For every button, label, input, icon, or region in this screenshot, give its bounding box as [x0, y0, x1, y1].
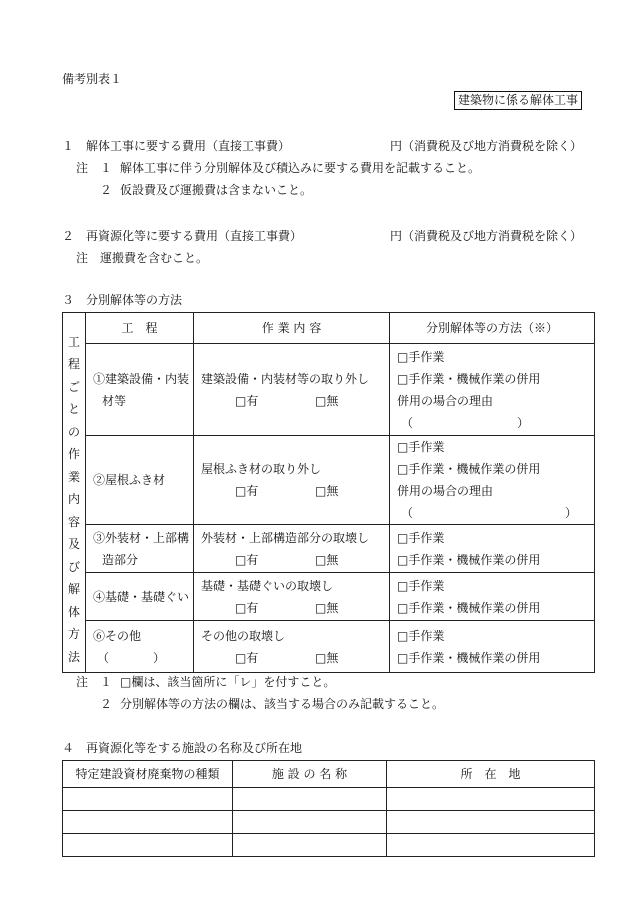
- section1-heading: １ 解体工事に要する費用（直接工事費）: [62, 139, 291, 153]
- work-cell: [194, 525, 390, 573]
- location-input[interactable]: [387, 788, 595, 811]
- process-cell: [86, 621, 194, 673]
- note-number: ２: [100, 697, 113, 711]
- section1-note-1: [76, 162, 480, 174]
- boxed-title: 建築物に係る解体工事: [454, 91, 582, 110]
- section4-heading: ４ 再資源化等をする施設の名称及び所在地: [62, 741, 303, 755]
- vertical-label-char: 内: [67, 492, 80, 507]
- work-cell: [194, 436, 390, 525]
- checkbox-yes[interactable]: □有: [235, 552, 259, 567]
- process-cell: [86, 573, 194, 621]
- header-work: 作 業 内 容: [194, 313, 390, 344]
- vertical-label-char: 作: [67, 447, 80, 462]
- checkbox-yes[interactable]: □有: [235, 650, 259, 665]
- table-row: [63, 436, 595, 525]
- process-line: 材等: [102, 393, 127, 408]
- vertical-label-char: の: [67, 424, 80, 439]
- section3-heading: ３ 分別解体等の方法: [62, 293, 183, 307]
- header-location: 所 在 地: [387, 761, 595, 788]
- note-number: ２: [100, 183, 113, 197]
- table-row: [63, 811, 595, 834]
- paren-open: （: [401, 506, 414, 520]
- checkbox-yes[interactable]: □有: [235, 393, 259, 408]
- table-row: [63, 788, 595, 811]
- recycling-facility-table: [62, 760, 595, 857]
- method-cell: [390, 573, 595, 621]
- waste-type-input[interactable]: [63, 788, 233, 811]
- checkbox-combined[interactable]: □手作業・機械作業の併用: [397, 600, 541, 615]
- checkbox-combined[interactable]: □手作業・機械作業の併用: [397, 552, 541, 567]
- waste-type-input[interactable]: [63, 811, 233, 834]
- checkbox-manual[interactable]: □手作業: [397, 530, 445, 545]
- checkbox-no[interactable]: □無: [315, 600, 339, 615]
- header-method: 分別解体等の方法（※）: [390, 313, 595, 344]
- process-line: ①建築設備・内装: [93, 371, 190, 386]
- section1-cost-unit: 円（消費税及び地方消費税を除く）: [390, 139, 583, 153]
- work-text: その他の取壊し: [201, 628, 286, 643]
- process-cell: [86, 436, 194, 525]
- checkbox-no[interactable]: □無: [315, 484, 339, 498]
- checkbox-manual[interactable]: □手作業: [397, 578, 445, 593]
- process-cell: [86, 525, 194, 573]
- reason-label: 併用の場合の理由: [397, 484, 494, 498]
- section2-heading: ２ 再資源化等に要する費用（直接工事費）: [62, 229, 303, 243]
- checkbox-manual[interactable]: □手作業: [397, 628, 445, 643]
- header-process: 工 程: [86, 313, 194, 344]
- location-input[interactable]: [387, 834, 595, 857]
- checkbox-no[interactable]: □無: [315, 393, 339, 408]
- vertical-label-text: [63, 331, 85, 669]
- method-cell: [390, 621, 595, 673]
- checkbox-combined[interactable]: □手作業・機械作業の併用: [397, 371, 541, 386]
- note-text: 解体工事に伴う分別解体及び積込みに要する費用を記載すること。: [120, 161, 481, 175]
- vertical-label-char: 容: [67, 514, 80, 529]
- vertical-label-char: 方: [67, 627, 80, 642]
- vertical-label-char: 法: [67, 649, 80, 664]
- method-cell: [390, 344, 595, 436]
- process-line: ④基礎・基礎ぐい: [93, 589, 190, 604]
- header-waste-type: 特定建設資材廃棄物の種類: [63, 761, 233, 788]
- note-number: １: [100, 161, 113, 175]
- checkbox-combined[interactable]: □手作業・機械作業の併用: [397, 462, 541, 476]
- vertical-label-char: 及: [67, 537, 80, 552]
- checkbox-yes[interactable]: □有: [235, 600, 259, 615]
- document-title: 備考別表１: [62, 72, 123, 86]
- note-label: 注: [76, 251, 89, 265]
- method-cell: [390, 525, 595, 573]
- waste-type-input[interactable]: [63, 834, 233, 857]
- process-line: 造部分: [102, 552, 139, 567]
- checkbox-yes[interactable]: □有: [235, 484, 259, 498]
- vertical-label-char: と: [67, 402, 80, 417]
- vertical-label-char: 工: [67, 334, 80, 349]
- table-row: [63, 621, 595, 673]
- work-cell: [194, 344, 390, 436]
- vertical-label-char: 業: [67, 469, 80, 484]
- work-text: 屋根ふき材の取り外し: [201, 462, 322, 476]
- checkbox-manual[interactable]: □手作業: [397, 440, 445, 454]
- vertical-label-char: び: [67, 559, 80, 574]
- paren-close: ）: [153, 650, 166, 665]
- work-text: 建築設備・内装材等の取り外し: [201, 371, 370, 386]
- work-text: 基礎・基礎ぐいの取壊し: [201, 578, 334, 593]
- table-row: [63, 344, 595, 436]
- section2-note: [76, 252, 208, 264]
- paren-close: ）: [517, 415, 530, 430]
- process-cell: [86, 344, 194, 436]
- section3-note-2: [76, 698, 444, 710]
- location-input[interactable]: [387, 811, 595, 834]
- checkbox-no[interactable]: □無: [315, 552, 339, 567]
- section2-cost-unit: 円（消費税及び地方消費税を除く）: [390, 229, 583, 243]
- facility-name-input[interactable]: [233, 811, 387, 834]
- vertical-label-char: ご: [67, 379, 80, 394]
- work-text: 外装材・上部構造部分の取壊し: [201, 530, 370, 545]
- facility-name-input[interactable]: [233, 788, 387, 811]
- vertical-label: [63, 313, 86, 673]
- reason-label: 併用の場合の理由: [397, 393, 494, 408]
- paren-open: （: [401, 415, 414, 430]
- demolition-method-table: [62, 312, 595, 673]
- note-number: １: [100, 675, 113, 689]
- table-row: [63, 573, 595, 621]
- process-line: ③外装材・上部構: [93, 530, 190, 545]
- checkbox-combined[interactable]: □手作業・機械作業の併用: [397, 650, 541, 665]
- work-cell: [194, 621, 390, 673]
- checkbox-no[interactable]: □無: [315, 650, 339, 665]
- note-label: 注: [76, 161, 89, 175]
- vertical-label-char: 体: [67, 604, 80, 619]
- table-row: [63, 834, 595, 857]
- facility-name-input[interactable]: [233, 834, 387, 857]
- table-row: [63, 525, 595, 573]
- work-cell: [194, 573, 390, 621]
- section3-note-1: [76, 676, 335, 688]
- process-line: ②屋根ふき材: [93, 473, 166, 487]
- section1-note-2: [76, 184, 312, 196]
- paren-close: ）: [565, 506, 578, 520]
- checkbox-manual[interactable]: □手作業: [397, 349, 445, 364]
- vertical-label-char: 解: [67, 582, 80, 597]
- vertical-label-char: 程: [67, 357, 80, 372]
- paren-open: （: [97, 650, 110, 665]
- note-text: □欄は、該当箇所に「レ」を付すこと。: [120, 675, 336, 689]
- note-text: 分別解体等の方法の欄は、該当する場合のみ記載すること。: [120, 697, 445, 711]
- note-text: 仮設費及び運搬費は含まないこと。: [120, 183, 313, 197]
- method-cell: [390, 436, 595, 525]
- header-facility-name: 施 設 の 名 称: [233, 761, 387, 788]
- note-label: 注: [76, 675, 89, 689]
- process-line: ⑥その他: [93, 628, 142, 643]
- note-text: 運搬費を含むこと。: [100, 251, 209, 265]
